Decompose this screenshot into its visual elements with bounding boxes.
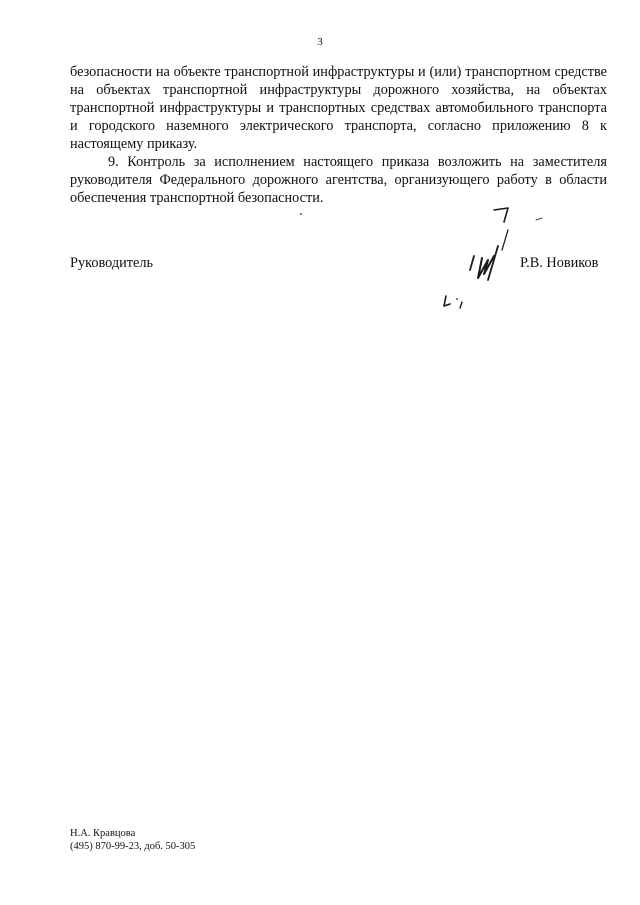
- page-number: 3: [317, 36, 323, 48]
- signer-name: Р.В. Новиков: [520, 255, 599, 271]
- scan-speck: [456, 298, 458, 300]
- executor-phone: (495) 870-99-23, доб. 50-305: [70, 841, 196, 852]
- paragraph-item-9: 9. Контроль за исполнением настоящего приказа возложить на заместителя руководителя Федерального дорожного агентства, организующего работу в области обеспечения транспортной безопасности.: [70, 154, 607, 206]
- document-body: [70, 63, 607, 207]
- scan-speck: [300, 213, 302, 215]
- executor-info: [70, 827, 195, 853]
- signer-title: Руководитель: [70, 255, 154, 271]
- paragraph-continuation: безопасности на объекте транспортной инфраструктуры и (или) транспортном средстве на объектах транспортной инфраструктуры дорожного хозяйства, на объектах транспортной инфраструктуры и транспортных средствах автомобильного транспорта и городского наземного электрического транспорта, согласно приложению 8 к настоящему приказу.: [70, 64, 607, 152]
- executor-name: Н.А. Кравцова: [70, 828, 136, 839]
